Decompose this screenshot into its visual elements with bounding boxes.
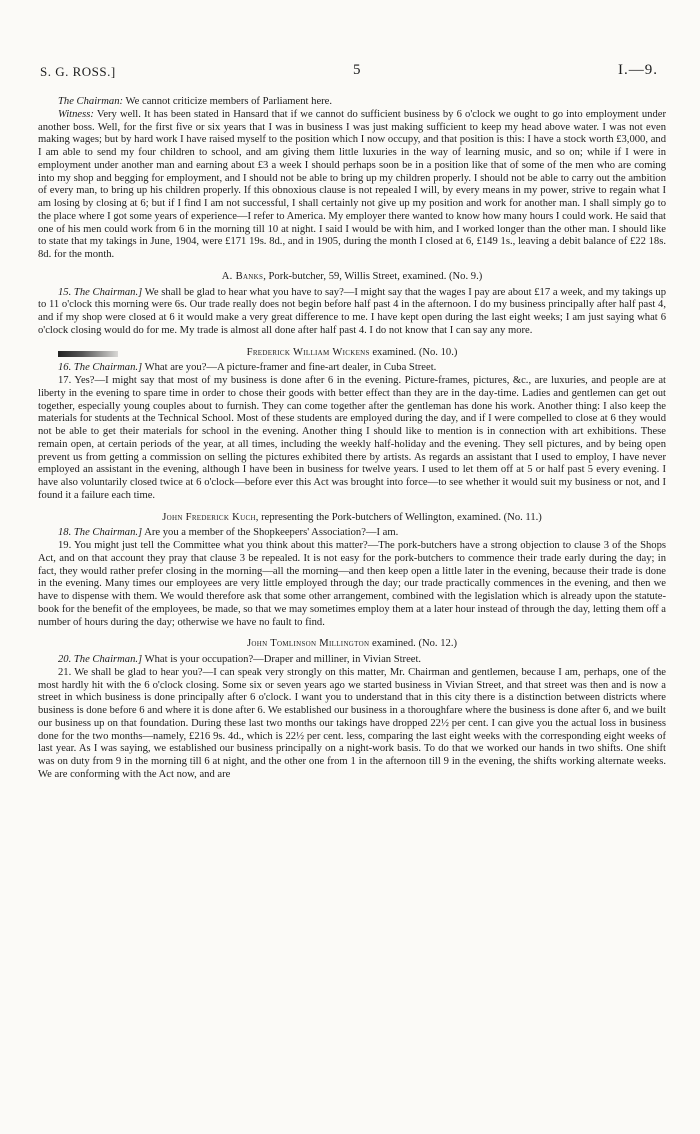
speaker-label: 18. The Chairman.]	[58, 527, 143, 539]
paragraph	[38, 109, 666, 262]
paragraph	[38, 527, 666, 540]
paragraph-text: Very well. It has been stated in Hansard that if we cannot do sufficient business by 6 o'clock we ought to go into employment under another boss. Well, for the first five or six years that I was in business I was just making sufficient to keep my head above water. I was not even making wages; but by hard work I have raised myself to the position which I now occupy, and that position is this: I have a stock worth £3,000, and I am able to send my four children to school, and am giving them little luxuries in the way of learning music, and so on; while if I were in employment under another man and earning about £3 a week I should perhaps soon be in a position like that of some of the men who are coming into my shop and begging for employment, and I should not be able to bring up my children properly. I should not be able to carry out the ambition of every man, to bring up his children properly. If this obnoxious clause is not repealed I will, by every means in my power, strive to regain what I am losing by closing at 6; but if I find I am not successful, I shall certainly not give up my position and work for another man. I shall simply go to the place where I got some years of experience—I refer to America. My employer there wanted to know how many hours I could work. He said that one of his men could work from 6 in the morning till 10 at night. I said I would be with him, and I worked longer than the other man. I should like to state that my takings in June, 1904, were £171 19s. 8d., and in 1905, during the month I closed at 6, £149 1s., leaving a debit balance of £22 18s. 8d. for the month.	[38, 108, 666, 260]
paragraph-text: What are you?—A picture-framer and fine-art dealer, in Cuba Street.	[142, 362, 437, 374]
witness-heading	[38, 271, 666, 284]
speaker-label: Witness:	[58, 108, 94, 120]
heading-text: examined. (No. 10.)	[369, 346, 458, 358]
witness-heading	[38, 347, 666, 360]
document-reference: I.—9.	[618, 62, 658, 78]
header-witness-name: S. G. ROSS.]	[40, 64, 116, 79]
heading-text: , Pork-butcher, 59, Willis Street, examined. (No. 9.)	[263, 270, 483, 282]
document-body	[38, 96, 666, 782]
paragraph-text: We cannot criticize members of Parliament here.	[123, 96, 333, 107]
witness-name: John Frederick Kuch	[162, 511, 256, 523]
paragraph	[38, 654, 666, 667]
witness-heading	[38, 512, 666, 525]
speaker-label: The Chairman:	[58, 96, 124, 107]
paragraph	[38, 540, 666, 629]
paragraph	[38, 362, 666, 375]
speaker-label: 20. The Chairman.]	[58, 654, 143, 665]
speaker-label: 15. The Chairman.]	[58, 286, 143, 298]
paragraph-text: 17. Yes?—I might say that most of my business is done after 6 in the evening. Picture-frames, pictures, &c., are luxuries, and people are at liberty in the evening to spare time in order to chose their goods with better effect than they are in the day-time. Ladies and gentlemen can get out together, especially young couples about to furnish. They can come together after the gentleman has done his work. Another thing: I also keep the materials for students at the Technical School. Most of these students are employed during the day, and if I were compelled to close at 6 they would not be able to get their materials for school in the evening. Another thing I should like to mention is in connection with art exhibitions. These remain open, at certain periods of the year, at all times, including the weekly half-holiday and the evening. They sell pictures, and by being open prevent us from getting a commission on selling the pictures exhibited there by artists. As regards an assistant that I used to employ, I have never employed an assistant in the evening, although I have been in business for twelve years. I used to let them off at 5 or half past 5 every evening. I have also voluntarily closed twice at 6 o'clock—before ever this Act was brought into force—to see whether it would suit my business or not, and I found it a failure each time.	[38, 375, 666, 501]
witness-heading	[38, 638, 666, 651]
paragraph-text: 21. We shall be glad to hear you?—I can speak very strongly on this matter, Mr. Chairman and gentlemen, because I am, perhaps, one of the most hardly hit with the 6 o'clock closing. Some six or seven years ago we started business in Vivian Street, and that street was then and is now a street in which business is done principally after 6 o'clock. I want you to understand that in this city there is a distinction between districts where business is done before 6 and where it is done after 6. We established our business in a thoroughfare where the business is done after 6, and we built our business up on that foundation. During these last two months our takings have dropped 22½ per cent. I can give you the actual loss in business done for the two months—namely, £216 9s. 4d., which is 22½ per cent. less, comparing the last eight weeks with the corresponding eight weeks of last year. As I was saying, we established our business principally on a night-work basis. To do that we worked our hands in two shifts. One shift was on duty from 9 in the morning till 6 at night, and the other one from 1 in the afternoon till 9 in the evening, the shifts working alternate weeks. We are conforming with the Act now, and are	[38, 666, 666, 780]
heading-text: , representing the Pork-butchers of Wellington, examined. (No. 11.)	[255, 511, 542, 523]
paragraph-text: 19. You might just tell the Committee what you think about this matter?—The pork-butchers have a strong objection to clause 3 of the Shops Act, and on that account they pray that clause 3 be repealed. It is not easy for the pork-butchers to commence their trade early during the day; in fact, they would rather prefer closing in the morning—all the morning—and then keep open a little later in the evening, because their trade is done in the evening. Many times our employees are very little employed through the day; our trade practically commences in the evening, and then we have to dispense with them. We would therefore ask that some other arrangement, combined with the legislation which is already upon the statute-book for the benefit of the employees, be made, so that we may sometimes employ them at a later hour instead of through the day, letting them off a number of hours during the day; otherwise we have no fault to find.	[38, 540, 666, 628]
paragraph	[38, 96, 666, 109]
paragraph-text: We shall be glad to hear what you have to say?—I might say that the wages I pay are about £17 a week, and my takings up to 11 o'clock this morning were 6s. Our trade really does not begin before half past 4 in the afternoon. I do my business principally after half past 4, and if my shop were closed at 6 it would make a very great difference to me. I have kept open during the last eight weeks; I am just saying what 6 o'clock closing would do for me. My trade is almost all done after half past 4. I do not know that I can say any more.	[38, 286, 667, 336]
paragraph	[38, 667, 666, 782]
witness-name: A. Banks	[221, 270, 264, 282]
witness-name: John Tomlinson Millington	[247, 638, 370, 650]
page-header	[40, 64, 670, 84]
heading-text: examined. (No. 12.)	[369, 638, 457, 650]
paragraph	[38, 287, 666, 338]
witness-name: Frederick William Wickens	[246, 346, 370, 358]
page-number: 5	[353, 62, 361, 78]
ink-smear	[58, 351, 118, 357]
paragraph-text: Are you a member of the Shopkeepers' Association?—I am.	[142, 527, 399, 539]
speaker-label: 16. The Chairman.]	[58, 362, 143, 374]
paragraph-text: What is your occupation?—Draper and milliner, in Vivian Street.	[142, 654, 422, 665]
paragraph	[38, 375, 666, 503]
